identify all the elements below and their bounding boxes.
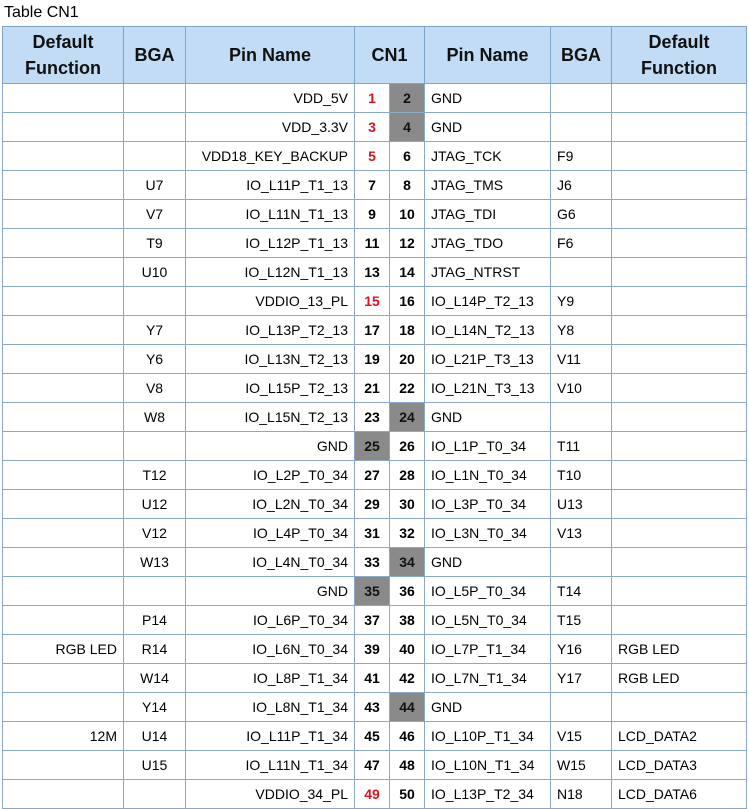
pin-name-right: GND [425,693,551,722]
table-row [3,635,747,664]
pin-rows [3,84,747,809]
bga-left: W8 [124,403,186,432]
pin-name-right: JTAG_TMS [425,171,551,200]
bga-right: Y8 [551,316,612,345]
bga-left [124,113,186,142]
pin-name-left: IO_L13N_T2_13 [186,345,355,374]
bga-left: P14 [124,606,186,635]
header-pin-name-left: Pin Name [186,27,355,84]
default-function-left [3,432,124,461]
default-function-right [612,84,747,113]
pin-name-left: IO_L12N_T1_13 [186,258,355,287]
bga-right: U13 [551,490,612,519]
bga-left [124,780,186,809]
pin-name-right: IO_L1P_T0_34 [425,432,551,461]
pin-name-left: IO_L8P_T1_34 [186,664,355,693]
default-function-left [3,200,124,229]
pin-number-left: 17 [355,316,390,345]
bga-right: T15 [551,606,612,635]
table-row [3,461,747,490]
table-row [3,693,747,722]
pin-name-left: VDDIO_13_PL [186,287,355,316]
table-row [3,200,747,229]
bga-right: F6 [551,229,612,258]
bga-right: V13 [551,519,612,548]
cn1-pin-table [2,26,747,809]
default-function-right [612,461,747,490]
default-function-right [612,171,747,200]
pin-number-left: 29 [355,490,390,519]
bga-right [551,113,612,142]
pin-name-left: IO_L13P_T2_13 [186,316,355,345]
pin-number-right: 30 [390,490,425,519]
bga-left [124,142,186,171]
bga-right: V15 [551,722,612,751]
bga-right: W15 [551,751,612,780]
default-function-right [612,693,747,722]
pin-number-right: 6 [390,142,425,171]
header-cn1: CN1 [355,27,425,84]
bga-right: F9 [551,142,612,171]
pin-number-left: 31 [355,519,390,548]
pin-name-left: IO_L11P_T1_13 [186,171,355,200]
default-function-right: LCD_DATA6 [612,780,747,809]
default-function-left: 12M [3,722,124,751]
pin-number-left: 3 [355,113,390,142]
pin-number-left: 37 [355,606,390,635]
pin-name-right: IO_L10P_T1_34 [425,722,551,751]
pin-name-right: IO_L3N_T0_34 [425,519,551,548]
pin-number-right: 8 [390,171,425,200]
default-function-left [3,664,124,693]
pin-name-right: JTAG_NTRST [425,258,551,287]
bga-left: R14 [124,635,186,664]
table-row [3,258,747,287]
bga-left: T9 [124,229,186,258]
pin-name-left: IO_L6N_T0_34 [186,635,355,664]
header-bga-right: BGA [551,27,612,84]
pin-name-right: IO_L14P_T2_13 [425,287,551,316]
default-function-left [3,693,124,722]
pin-number-left: 47 [355,751,390,780]
table-row [3,548,747,577]
pin-number-right: 10 [390,200,425,229]
pin-number-left: 9 [355,200,390,229]
pin-number-left: 1 [355,84,390,113]
table-row [3,519,747,548]
pin-name-left: IO_L11N_T1_34 [186,751,355,780]
pin-number-left: 13 [355,258,390,287]
pin-number-right: 28 [390,461,425,490]
pin-name-right: IO_L13P_T2_34 [425,780,551,809]
table-row [3,751,747,780]
default-function-right [612,577,747,606]
bga-right: Y16 [551,635,612,664]
bga-right: T10 [551,461,612,490]
pin-name-left: GND [186,432,355,461]
table-caption: Table CN1 [4,4,79,21]
bga-left: U7 [124,171,186,200]
bga-left [124,577,186,606]
bga-right: Y9 [551,287,612,316]
pin-number-right: 12 [390,229,425,258]
default-function-right [612,490,747,519]
bga-right: G6 [551,200,612,229]
pin-number-left: 49 [355,780,390,809]
table-row [3,722,747,751]
bga-left: W13 [124,548,186,577]
default-function-left [3,548,124,577]
pin-name-left: IO_L15P_T2_13 [186,374,355,403]
bga-right [551,548,612,577]
default-function-left [3,316,124,345]
default-function-right [612,403,747,432]
bga-left [124,432,186,461]
bga-right [551,84,612,113]
header-default-function-left: Default Function [3,27,124,84]
bga-right: T11 [551,432,612,461]
pin-number-left: 21 [355,374,390,403]
pin-name-right: IO_L21N_T3_13 [425,374,551,403]
pin-name-right: JTAG_TDI [425,200,551,229]
pin-number-left: 25 [355,432,390,461]
pin-number-left: 23 [355,403,390,432]
default-function-right [612,606,747,635]
pin-number-right: 46 [390,722,425,751]
bga-left: Y7 [124,316,186,345]
pin-name-right: IO_L10N_T1_34 [425,751,551,780]
pin-number-right: 2 [390,84,425,113]
pin-number-left: 5 [355,142,390,171]
bga-right: J6 [551,171,612,200]
bga-left [124,287,186,316]
pin-number-right: 40 [390,635,425,664]
default-function-left [3,490,124,519]
pin-name-left: IO_L2N_T0_34 [186,490,355,519]
table-row [3,490,747,519]
default-function-left [3,84,124,113]
bga-left [124,84,186,113]
default-function-right [612,287,747,316]
default-function-left [3,374,124,403]
table-row [3,316,747,345]
pin-number-left: 19 [355,345,390,374]
table-row [3,374,747,403]
pin-number-right: 32 [390,519,425,548]
table-row [3,606,747,635]
pin-name-right: GND [425,403,551,432]
pin-name-left: IO_L11N_T1_13 [186,200,355,229]
pin-number-right: 48 [390,751,425,780]
bga-right: Y17 [551,664,612,693]
pin-name-left: GND [186,577,355,606]
default-function-left [3,519,124,548]
pin-number-right: 18 [390,316,425,345]
pin-number-left: 41 [355,664,390,693]
header-pin-name-right: Pin Name [425,27,551,84]
default-function-left: RGB LED [3,635,124,664]
pin-name-left: IO_L2P_T0_34 [186,461,355,490]
default-function-right [612,258,747,287]
bga-right [551,403,612,432]
bga-left: U14 [124,722,186,751]
pin-number-right: 4 [390,113,425,142]
pin-number-right: 24 [390,403,425,432]
pin-name-left: IO_L15N_T2_13 [186,403,355,432]
default-function-right [612,113,747,142]
default-function-right [612,432,747,461]
pin-number-left: 39 [355,635,390,664]
table-row [3,403,747,432]
default-function-right: LCD_DATA2 [612,722,747,751]
pin-number-right: 38 [390,606,425,635]
table-row [3,664,747,693]
pin-number-left: 7 [355,171,390,200]
default-function-right [612,519,747,548]
default-function-left [3,229,124,258]
table-row [3,287,747,316]
pin-number-left: 35 [355,577,390,606]
bga-left: V7 [124,200,186,229]
table-row [3,345,747,374]
pin-number-right: 14 [390,258,425,287]
pin-number-left: 43 [355,693,390,722]
table-row [3,432,747,461]
pin-number-right: 16 [390,287,425,316]
pin-number-left: 33 [355,548,390,577]
default-function-right [612,142,747,171]
pin-name-right: IO_L5N_T0_34 [425,606,551,635]
pin-number-right: 34 [390,548,425,577]
default-function-right: RGB LED [612,635,747,664]
default-function-right [612,229,747,258]
pin-number-right: 22 [390,374,425,403]
bga-left: Y14 [124,693,186,722]
default-function-left [3,751,124,780]
table-row [3,142,747,171]
bga-left: Y6 [124,345,186,374]
default-function-right [612,200,747,229]
header-default-function-right: Default Function [612,27,747,84]
bga-left: U15 [124,751,186,780]
pin-number-right: 44 [390,693,425,722]
default-function-right [612,374,747,403]
bga-left: U10 [124,258,186,287]
pin-name-left: IO_L12P_T1_13 [186,229,355,258]
default-function-left [3,113,124,142]
table-header-row [3,27,747,84]
pin-name-right: GND [425,113,551,142]
bga-right [551,258,612,287]
pin-number-left: 27 [355,461,390,490]
default-function-left [3,461,124,490]
pin-name-left: VDD_3.3V [186,113,355,142]
pin-name-right: IO_L1N_T0_34 [425,461,551,490]
pin-name-left: VDD_5V [186,84,355,113]
pin-name-left: IO_L8N_T1_34 [186,693,355,722]
default-function-left [3,258,124,287]
pin-name-right: GND [425,548,551,577]
bga-right: V11 [551,345,612,374]
pin-number-left: 11 [355,229,390,258]
pin-name-left: VDD18_KEY_BACKUP [186,142,355,171]
pin-name-right: IO_L14N_T2_13 [425,316,551,345]
header-bga-left: BGA [124,27,186,84]
bga-left: W14 [124,664,186,693]
table-row [3,780,747,809]
default-function-left [3,606,124,635]
default-function-left [3,142,124,171]
bga-right: V10 [551,374,612,403]
bga-left: V12 [124,519,186,548]
pin-name-right: JTAG_TCK [425,142,551,171]
default-function-left [3,345,124,374]
pin-number-right: 50 [390,780,425,809]
table-row [3,171,747,200]
pin-name-left: IO_L4P_T0_34 [186,519,355,548]
default-function-right [612,548,747,577]
bga-left: T12 [124,461,186,490]
default-function-left [3,780,124,809]
bga-right: T14 [551,577,612,606]
pin-name-left: IO_L6P_T0_34 [186,606,355,635]
pin-name-right: IO_L3P_T0_34 [425,490,551,519]
pin-name-right: IO_L7P_T1_34 [425,635,551,664]
pin-number-left: 45 [355,722,390,751]
pin-name-right: IO_L21P_T3_13 [425,345,551,374]
table-row [3,577,747,606]
pin-name-left: IO_L11P_T1_34 [186,722,355,751]
bga-left: U12 [124,490,186,519]
pin-name-right: GND [425,84,551,113]
pin-name-right: IO_L7N_T1_34 [425,664,551,693]
default-function-left [3,287,124,316]
default-function-right [612,345,747,374]
default-function-right: RGB LED [612,664,747,693]
bga-right [551,693,612,722]
pin-name-right: JTAG_TDO [425,229,551,258]
default-function-left [3,577,124,606]
default-function-left [3,403,124,432]
table-row [3,229,747,258]
pin-number-left: 15 [355,287,390,316]
pin-name-left: IO_L4N_T0_34 [186,548,355,577]
default-function-right: LCD_DATA3 [612,751,747,780]
bga-left: V8 [124,374,186,403]
table-row [3,84,747,113]
pin-name-left: VDDIO_34_PL [186,780,355,809]
default-function-right [612,316,747,345]
pin-number-right: 26 [390,432,425,461]
pin-number-right: 42 [390,664,425,693]
pin-number-right: 20 [390,345,425,374]
bga-right: N18 [551,780,612,809]
pin-name-right: IO_L5P_T0_34 [425,577,551,606]
table-row [3,113,747,142]
default-function-left [3,171,124,200]
pin-number-right: 36 [390,577,425,606]
